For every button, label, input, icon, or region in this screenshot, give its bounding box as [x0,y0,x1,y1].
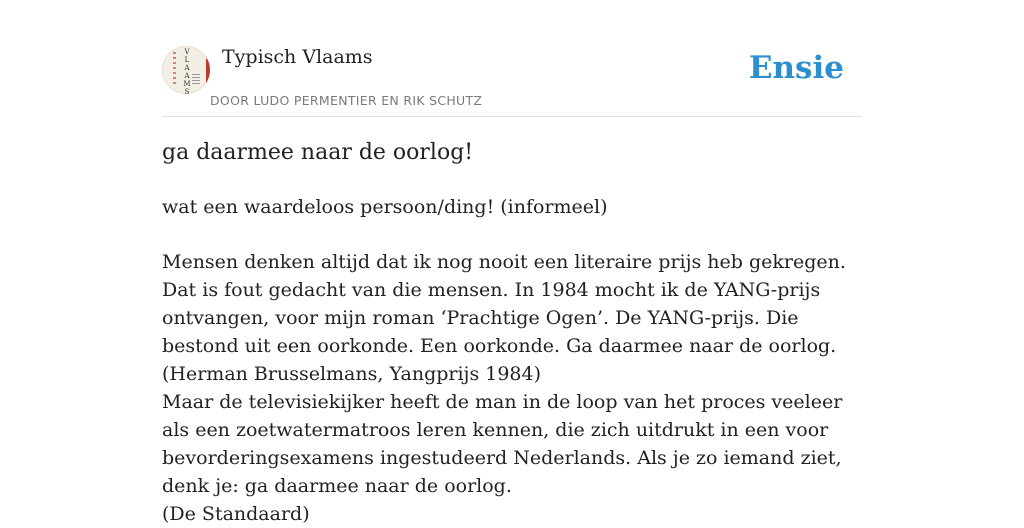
example-source: (Herman Brusselmans, Yangprijs 1984) [162,363,542,385]
logo-lines [192,74,200,84]
example-quote: Maar de televisiekijker heeft de man in de loop van het proces veeleer als een zoetwatermatroos leren kennen, die zich uitdrukt in een voor bevorderingsexamens ingestudeerd Nederlands. Als je zo iemand ziet, denk je: ga daarmee naar de oorlog. [162,391,843,497]
book-header [162,0,862,117]
logo-decoration [173,52,176,86]
page-content [162,0,862,525]
book-logo[interactable] [162,46,210,94]
book-title[interactable]: Typisch Vlaams [222,46,373,68]
entry-title: ga daarmee naar de oorlog! [162,140,474,165]
logo-lettering: V L A A M S [183,48,191,94]
entry-examples [162,248,862,528]
entry-definition: wat een waardeloos persoon/ding! (informeel) [162,196,608,218]
brand-logo-link[interactable]: Ensie [748,50,844,86]
book-authors: DOOR LUDO PERMENTIER EN RIK SCHUTZ [210,93,483,108]
example-source: (De Standaard) [162,503,310,525]
example-quote: Mensen denken altijd dat ik nog nooit een literaire prijs heb gekregen. Dat is fout gedacht van die mensen. In 1984 mocht ik de YANG-prijs ontvangen, voor mijn roman ‘Prachtige Ogen’. De YANG-prijs. Die bestond uit een oorkonde. Een oorkonde. Ga daarmee naar de oorlog. [162,251,846,357]
logo-accent [206,58,210,84]
